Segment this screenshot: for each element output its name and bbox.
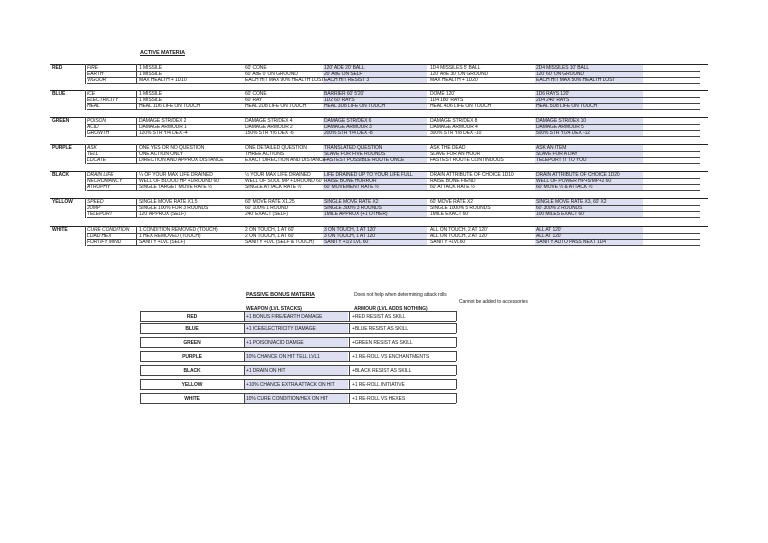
passive-col-rule	[244, 337, 245, 347]
row-rule	[87, 190, 700, 191]
column-rule	[85, 90, 86, 110]
level-5-effect: HEAL 5D8 LIFE ON TOUCH	[536, 103, 598, 110]
materia-name: EARTH	[87, 71, 104, 78]
level-4-effect: MAX HEALTH + 1D20	[430, 77, 478, 84]
passive-row-rule	[140, 393, 456, 394]
level-2-effect: 60' CONE	[245, 65, 267, 71]
materia-name: ASK	[87, 145, 97, 151]
passive-row-rule	[140, 323, 456, 324]
level-3-effect: SINGLE MOVE RATE X2	[324, 199, 379, 205]
passive-col-rule	[349, 379, 350, 389]
level-1-effect: SINGLE 100% FOR 3 ROUNDS	[139, 205, 209, 212]
level-3-effect: EACH HIT RESIST 3	[324, 77, 370, 84]
level-2-effect: 60' MOVE RATE X1.25	[245, 199, 295, 205]
passive-row-rule	[140, 375, 456, 376]
level-3-effect: 1MILE APPROX (+1 OTHER)	[324, 211, 388, 218]
passive-color-label: GREEN	[183, 340, 201, 346]
column-rule	[85, 171, 86, 191]
materia-name: ELECTRICITY	[87, 97, 119, 104]
level-2-effect: 2 ON TOUCH, 1 AT 60'	[245, 227, 295, 233]
row-rule	[87, 83, 700, 84]
level-3-effect: SANITY +1/2 LVL 60'	[324, 239, 369, 246]
level-5-effect: 500% STR Y/24 DEX -12	[536, 130, 590, 137]
level-1-effect: ONE YES OR NO QUESTION	[139, 145, 205, 151]
row-rule	[87, 163, 700, 164]
materia-color-label: GREEN	[52, 118, 70, 124]
level-1-effect: 1 MISSILE	[139, 91, 162, 97]
materia-color-label: PURPLE	[52, 145, 72, 151]
level-1-effect: 1 MISSILE	[139, 65, 162, 71]
materia-name: NECROMANCY	[87, 178, 123, 185]
column-rule	[85, 64, 86, 84]
level-3-effect: LIFE DRAINED UP TO YOUR LIFE FULL	[324, 172, 413, 178]
level-5-effect: 2D4 MISSILES 10' BALL	[536, 65, 590, 71]
level-4-effect: 1D4 MISSILES 5' BALL	[430, 65, 481, 71]
level-2-effect: DAMAGE STR/DEX 4	[245, 118, 293, 124]
level-5-effect: ALL AT 120'	[536, 227, 562, 233]
level-4-effect: HEAL 4D6 LIFE ON TOUCH	[430, 103, 492, 110]
row-rule	[87, 109, 700, 110]
level-2-effect: ½ YOUR MAX LIFE DRAINED	[245, 172, 311, 178]
passive-row-rule	[140, 403, 456, 404]
passive-armour-bonus: +BLUE RESIST AS SKILL	[352, 326, 409, 332]
column-rule	[136, 198, 137, 218]
row-rule	[87, 217, 700, 218]
passive-col-rule	[456, 393, 457, 403]
level-3-effect: DAMAGE ARMOUR 3	[324, 124, 372, 131]
level-2-effect: SANITY +LVL (SELF & TOUCH)	[245, 239, 314, 246]
level-3-effect: 3 ON TOUCH, 1 AT 120'	[324, 227, 376, 233]
column-rule	[85, 117, 86, 137]
level-2-effect: EACH HIT MAX 90% HEALTH LOST	[245, 77, 325, 84]
materia-name: LOCATE	[87, 157, 107, 164]
passive-col-rule	[456, 311, 457, 321]
level-1-effect: DAMAGE STR/DEX 2	[139, 118, 187, 124]
materia-name: ACID	[87, 124, 99, 131]
materia-color-label: BLACK	[52, 172, 69, 178]
passive-weapon-bonus: +1 BONUS FIRE/EARTH DAMAGE	[246, 314, 323, 320]
materia-name: DRAIN LIFE	[87, 172, 114, 178]
level-5-effect: 120' 60' ON GROUND	[536, 71, 584, 78]
level-1-effect: DAMAGE ARMOUR 1	[139, 124, 187, 131]
level-1-effect: SANITY +LVL (SELF)	[139, 239, 186, 246]
level-2-effect: HEAL 2D8 LIFE ON TOUCH	[245, 103, 307, 110]
passive-color-label: PURPLE	[182, 354, 202, 360]
passive-weapon-bonus: +1 POISON/ACID DAMGE	[246, 340, 304, 346]
passive-row-rule	[140, 389, 456, 390]
level-1-effect: 120% STR Y/4 DEX -4	[139, 130, 188, 137]
passive-materia-title: PASSIVE BONUS MATERIA	[246, 292, 315, 298]
passive-armour-bonus: +1 RE-ROLL VS HEXES	[352, 396, 406, 402]
passive-armour-bonus: +BLACK RESIST AS SKILL	[352, 368, 412, 374]
passive-col-rule	[244, 379, 245, 389]
weapon-column-header: WEAPON (LVL STACKS)	[246, 306, 302, 312]
level-3-effect: 3 ON TOUCH, 1 AT 120'	[324, 233, 376, 240]
level-4-effect: SINGLE 1000% 5 ROUNDS	[430, 205, 491, 212]
level-3-effect: RAISE BONE HORROR	[324, 178, 377, 185]
row-rule	[87, 136, 700, 137]
level-4-effect: 60' ATTACK RATE ½	[430, 184, 475, 191]
level-3-effect: HEAL 3D8 LIFE ON TOUCH	[324, 103, 386, 110]
level-5-effect: SANITY AUTO PASS NEXT 1D4	[536, 239, 606, 246]
level-5-effect: WELL OF POWER HP+5/MP+2 60'	[536, 178, 612, 185]
passive-col-rule	[456, 323, 457, 333]
level-5-effect: ASK AN ITEM	[536, 145, 567, 151]
level-3-effect: FASTEST POSSIBLE ROUTE ONCE	[324, 157, 405, 164]
level-3-effect: DAMAGE STR/DEX 6	[324, 118, 372, 124]
passive-col-rule	[244, 365, 245, 375]
level-4-effect: 120' AoE 30' ON GROUND	[430, 71, 489, 78]
materia-name: VIGOUR	[87, 77, 107, 84]
level-2-effect: SINGLE ATTACK RATE ½	[245, 184, 302, 191]
passive-col-rule	[349, 323, 350, 333]
level-4-effect: 60' MOVE RATE X2	[430, 199, 473, 205]
level-3-effect: SINGLE 300% 3 ROUNDS	[324, 205, 382, 212]
level-5-effect: ALL AT 120'	[536, 233, 562, 240]
passive-color-label: YELLOW	[181, 382, 203, 388]
passive-col-rule	[349, 393, 350, 403]
passive-row-rule	[140, 365, 456, 366]
materia-name: JUMP	[87, 205, 101, 212]
level-2-effect: 60' RAY	[245, 97, 263, 104]
materia-name: SPEED	[87, 199, 104, 205]
passive-col-rule	[456, 365, 457, 375]
level-1-effect: DIRECTION AND APPROX DISTANCE	[139, 157, 224, 164]
level-3-effect: 20' AoE ON SELF	[324, 71, 363, 78]
level-5-effect: 1D6 RAYS 120'	[536, 91, 570, 97]
materia-name: TELL	[87, 151, 99, 158]
level-5-effect: TELEPORT IT TO YOU	[536, 157, 587, 164]
passive-color-label: WHITE	[184, 396, 200, 402]
level-2-effect: 150% STR Y/6 DEX -6	[245, 130, 294, 137]
passive-col-rule	[244, 393, 245, 403]
level-2-effect: 60' CONE	[245, 91, 267, 97]
materia-name: LOAD HEX	[87, 233, 112, 240]
row-rule	[87, 97, 700, 98]
level-3-effect: TRANSLATED QUESTION	[324, 145, 383, 151]
materia-color-label: RED	[52, 65, 63, 71]
column-rule	[136, 117, 137, 137]
level-5-effect: 60' MOVE ½ & ATTACK ½	[536, 184, 593, 191]
materia-name: GROWTH	[87, 130, 110, 137]
passive-armour-bonus: +1 RE-ROLL VS ENCHANTMENTS	[352, 354, 430, 360]
column-rule	[85, 226, 86, 246]
level-5-effect: DAMAGE ARMOUR 5	[536, 124, 584, 131]
level-4-effect: 1D4 180' RAYS	[430, 97, 464, 104]
level-2-effect: WELL OF SOUL MP +1/ROUND 60'	[245, 178, 323, 185]
level-4-effect: 300% STR Y/8 DEX -10	[430, 130, 482, 137]
passive-row-rule	[140, 337, 456, 338]
level-4-effect: ALL ON TOUCH, 2 AT 120'	[430, 233, 488, 240]
level-1-effect: ¼ OF YOUR MAX LIFE DRAINED	[139, 172, 213, 178]
materia-name: FORTIFY MIND	[87, 239, 122, 246]
passive-armour-bonus: +1 RE-ROLL INITIATIVE	[352, 382, 405, 388]
level-1-effect: MAX HEALTH + 1D10	[139, 77, 187, 84]
materia-name: TELEPORT	[87, 211, 113, 218]
level-5-effect: DRAIN ATTRIBUTE OF CHOICE 1D20	[536, 172, 620, 178]
level-2-effect: DAMAGE ARMOUR 2	[245, 124, 293, 131]
level-4-effect: DAMAGE STR/DEX 8	[430, 118, 478, 124]
level-1-effect: WELL OF BLOOD HP +1/ROUND 60'	[139, 178, 220, 185]
passive-row-rule	[140, 347, 456, 348]
column-rule	[85, 198, 86, 218]
passive-col-rule	[349, 337, 350, 347]
row-rule	[87, 71, 700, 72]
level-4-effect: SANITY +LVL60'	[430, 239, 466, 246]
column-rule	[85, 144, 86, 164]
passive-col-rule	[456, 351, 457, 361]
level-3-effect: 120' ADE 20' BALL	[324, 65, 365, 71]
passive-weapon-bonus: +10% CHANCE EXTRA ATTACK ON HIT	[246, 382, 335, 388]
level-1-effect: SINGLE MOVE RATE X1.5	[139, 199, 198, 205]
passive-note-accessories: Cannot be added to accessories	[459, 299, 528, 305]
level-4-effect: ASK THE DEAD	[430, 145, 466, 151]
level-5-effect: 2D4 240' RAYS	[536, 97, 570, 104]
level-2-effect: 2 ON TOUCH, 1 AT 60'	[245, 233, 295, 240]
column-rule	[136, 144, 137, 164]
level-3-effect: SLAVE FOR FIVE ROUNDS	[324, 151, 386, 158]
level-1-effect: SINGLE TARGET MOVE RATE ½	[139, 184, 212, 191]
column-rule	[136, 171, 137, 191]
column-rule	[136, 226, 137, 246]
passive-armour-bonus: +GREEN RESIST AS SKILL	[352, 340, 413, 346]
passive-col-rule	[349, 365, 350, 375]
level-2-effect: THREE ACTIONS	[245, 151, 284, 158]
level-4-effect: SLAVE FOR AN HOUR	[430, 151, 481, 158]
materia-color-label: BLUE	[52, 91, 66, 97]
passive-weapon-bonus: +1 DRAIN ON HIT	[246, 368, 286, 374]
level-5-effect: 60' 300% 2 ROUNDS	[536, 205, 583, 212]
row-rule	[87, 245, 700, 246]
passive-row-rule	[140, 333, 456, 334]
passive-armour-bonus: +RED RESIST AS SKILL	[352, 314, 406, 320]
passive-col-rule	[349, 311, 350, 321]
active-materia-title: ACTIVE MATERIA	[140, 50, 185, 56]
level-5-effect: DAMAGE STR/DEX 10	[536, 118, 586, 124]
level-5-effect: 100 MILES EXACT 60'	[536, 211, 585, 218]
materia-color-label: YELLOW	[52, 199, 73, 205]
level-4-effect: ALL ON TOUCH, 2 AT 120'	[430, 227, 488, 233]
level-1-effect: 1 MISSILE	[139, 71, 162, 78]
passive-row-rule	[140, 351, 456, 352]
level-3-effect: 200% STR Y/4 DEX -8	[324, 130, 373, 137]
materia-name: ICE	[87, 91, 96, 97]
passive-color-label: RED	[186, 314, 198, 320]
level-4-effect: DRAIN ATTRIBUTE OF CHOICE 1D10	[430, 172, 514, 178]
passive-color-label: BLUE	[185, 326, 199, 332]
level-3-effect: BARRIER 60' 5'20'	[324, 91, 365, 97]
passive-note-attack: Does not help when determining attack rolls	[354, 292, 447, 298]
materia-color-label: WHITE	[52, 227, 68, 233]
passive-weapon-bonus: +1 ICE/ELECTRICITY DAMAGE	[246, 326, 316, 332]
materia-name: POISON	[87, 118, 106, 124]
materia-name: FIRE	[87, 65, 98, 71]
level-1-effect: HEAL 1D6 LIFE ON TOUCH	[139, 103, 201, 110]
materia-name: HEAL	[87, 103, 100, 110]
column-rule	[136, 90, 137, 110]
level-5-effect: SLAVE FOR A DAY	[536, 151, 578, 158]
level-1-effect: ONE ACTION ONLY	[139, 151, 183, 158]
level-1-effect: 120' APPROX (SELF)	[139, 211, 186, 218]
passive-row-rule	[140, 361, 456, 362]
level-4-effect: DOME 120'	[430, 91, 455, 97]
level-2-effect: EXACT DIRECTION AND DISTANCE	[245, 157, 326, 164]
level-4-effect: FASTEST ROUTE CONTINUOUS	[430, 157, 504, 164]
level-4-effect: DAMAGE ARMOUR 4	[430, 124, 478, 131]
level-2-effect: 60' AoE 0' ON GROUND	[245, 71, 298, 78]
level-3-effect: 1D2 60' RAYS	[324, 97, 355, 104]
level-3-effect: 60' MOVEMENT RATE ½	[324, 184, 379, 191]
column-rule	[136, 64, 137, 84]
level-2-effect: ONE DETAILED QUESTION	[245, 145, 307, 151]
level-5-effect: EACH HIT MAX 50% HEALTH LOST	[536, 77, 616, 84]
passive-col-rule	[456, 337, 457, 347]
level-1-effect: 1 HEX REMOVED (TOUCH)	[139, 233, 201, 240]
passive-row-rule	[140, 321, 456, 322]
level-1-effect: 1 CONDITION REMOVED (TOUCH)	[139, 227, 218, 233]
passive-weapon-bonus: 10% CURE CONDITION/HEX ON HIT	[246, 396, 329, 402]
passive-col-rule	[456, 379, 457, 389]
passive-weapon-bonus: 10% CHANCE ON HIT TELL LVL1	[246, 354, 320, 360]
passive-col-rule	[244, 323, 245, 333]
materia-name: ATROPHY	[87, 184, 111, 191]
passive-col-rule	[349, 351, 350, 361]
level-2-effect: 60' 100% 1 ROUND	[245, 205, 288, 212]
passive-col-rule	[244, 351, 245, 361]
passive-col-rule	[244, 311, 245, 321]
level-2-effect: 240' EXACT (SELF)	[245, 211, 288, 218]
passive-row-rule	[140, 379, 456, 380]
armour-column-header: ARMOUR (LVL ADDS NOTHING)	[354, 306, 428, 312]
level-4-effect: RAISE BONE FIEND	[430, 178, 476, 185]
passive-row-rule	[140, 311, 456, 312]
level-5-effect: SINGLE MOVE RATE X3, 60' X2	[536, 199, 607, 205]
level-1-effect: 1 MISSILE	[139, 97, 162, 104]
level-4-effect: 1MILE EXACT 60'	[430, 211, 469, 218]
materia-name: CURE CONDITION	[87, 227, 130, 233]
passive-color-label: BLACK	[183, 368, 201, 374]
